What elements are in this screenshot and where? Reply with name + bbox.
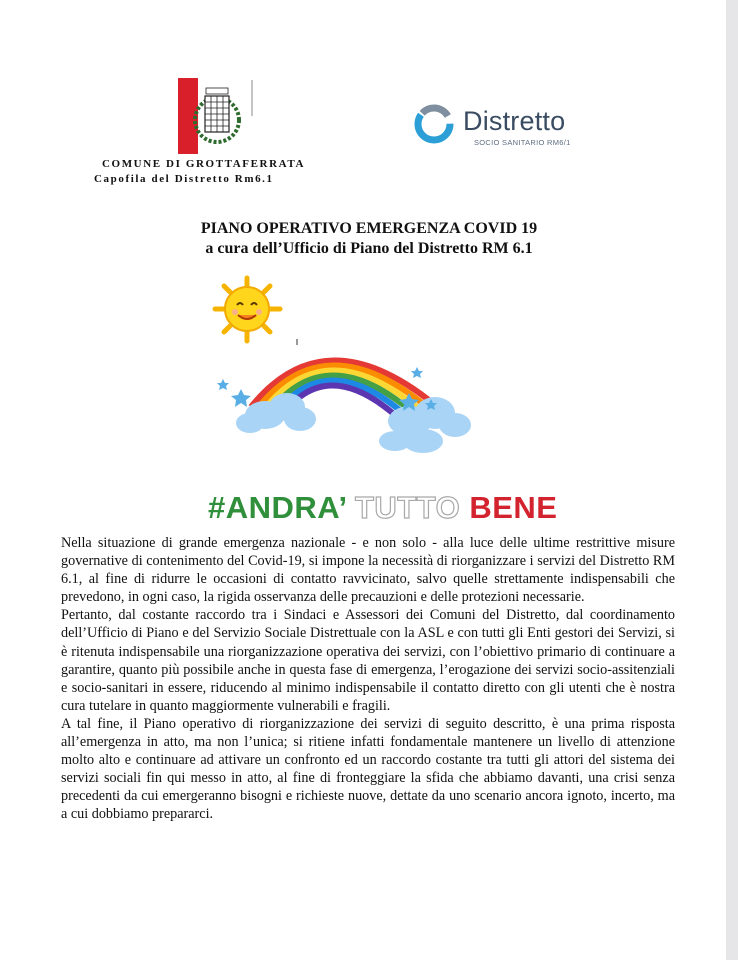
rainbow-sun-illustration — [195, 275, 485, 475]
page-subtitle: a cura dell’Ufficio di Piano del Distretto RM 6.1 — [205, 240, 533, 257]
comune-subtitle: Capofila del Distretto Rm6.1 — [94, 173, 274, 185]
page-title: PIANO OPERATIVO EMERGENZA COVID 19 — [200, 220, 538, 237]
slogan-part-green: #ANDRA’ — [208, 490, 355, 525]
cloud-icon — [236, 393, 471, 453]
sun-icon — [215, 278, 280, 341]
document-body — [61, 534, 675, 824]
slogan-part-white: TUTTO — [354, 490, 461, 525]
body-paragraph: Pertanto, dal costante raccordo tra i Sindaci e Assessori dei Comuni del Distretto, dal coordinamento dell’Ufficio di Piano e del Servizio Sociale Distrettuale con la ASL e con tutti gli Enti gestori dei Servizi, si è ritenuta indispensabile una riorganizzazione operativa dei servizi, con l’obiettivo primario di continuare a garantire, quanto più possibile anche in questa fase di emergenza, l’erogazione dei servizi socio-assitenziali e socio-sanitari in essere, riducendo al minimo indispensabile il contatto diretto con gli utenti che è nostra cura tutelare in quanto maggiormente vulnerabili e fragili. — [61, 607, 675, 714]
distretto-logo-subtitle: SOCIO SANITARIO RM6/1 — [474, 138, 571, 147]
body-paragraph: Nella situazione di grande emergenza nazionale - e non solo - alla luce delle ultime restrittive misure governative di contenimento del Covid-19, si impone la necessità di riorganizzare i servizi del Distretto RM 6.1, al fine di ridurre le occasioni di contatto ravvicinato, salvo quelle strettamente indispensabili che prevedono, in ogni caso, la rigida osservanza delle precauzioni e delle protezioni necessarie. — [61, 535, 675, 606]
distretto-logo-name: Distretto — [463, 106, 566, 136]
page-edge-strip — [726, 0, 738, 960]
comune-crest-logo — [172, 76, 256, 156]
comune-name: COMUNE DI GROTTAFERRATA — [102, 158, 306, 170]
andra-tutto-bene-slogan — [208, 490, 558, 526]
slogan-part-red: BENE — [460, 490, 558, 525]
comune-header — [94, 157, 314, 187]
body-paragraph: A tal fine, il Piano operativo di riorganizzazione dei servizi di seguito descritto, è una prima risposta all’emergenza in atto, ma non l’unica; si ritiene infatti fondamentale mantenere un livello di attenzione molto alto e continuare ad attivare un confronto ed un raccordo costante tra tutti gli attori del sistema dei servizi sociali fin qui messo in atto, al fine di fronteggiare la sfida che abbiamo davanti, una crisi senza precedenti da cui emergeranno bisogni e richieste nuove, dettate da uno scenario ancora ignoto, incerto, ma a cui dobbiamo prepararci. — [61, 715, 675, 823]
